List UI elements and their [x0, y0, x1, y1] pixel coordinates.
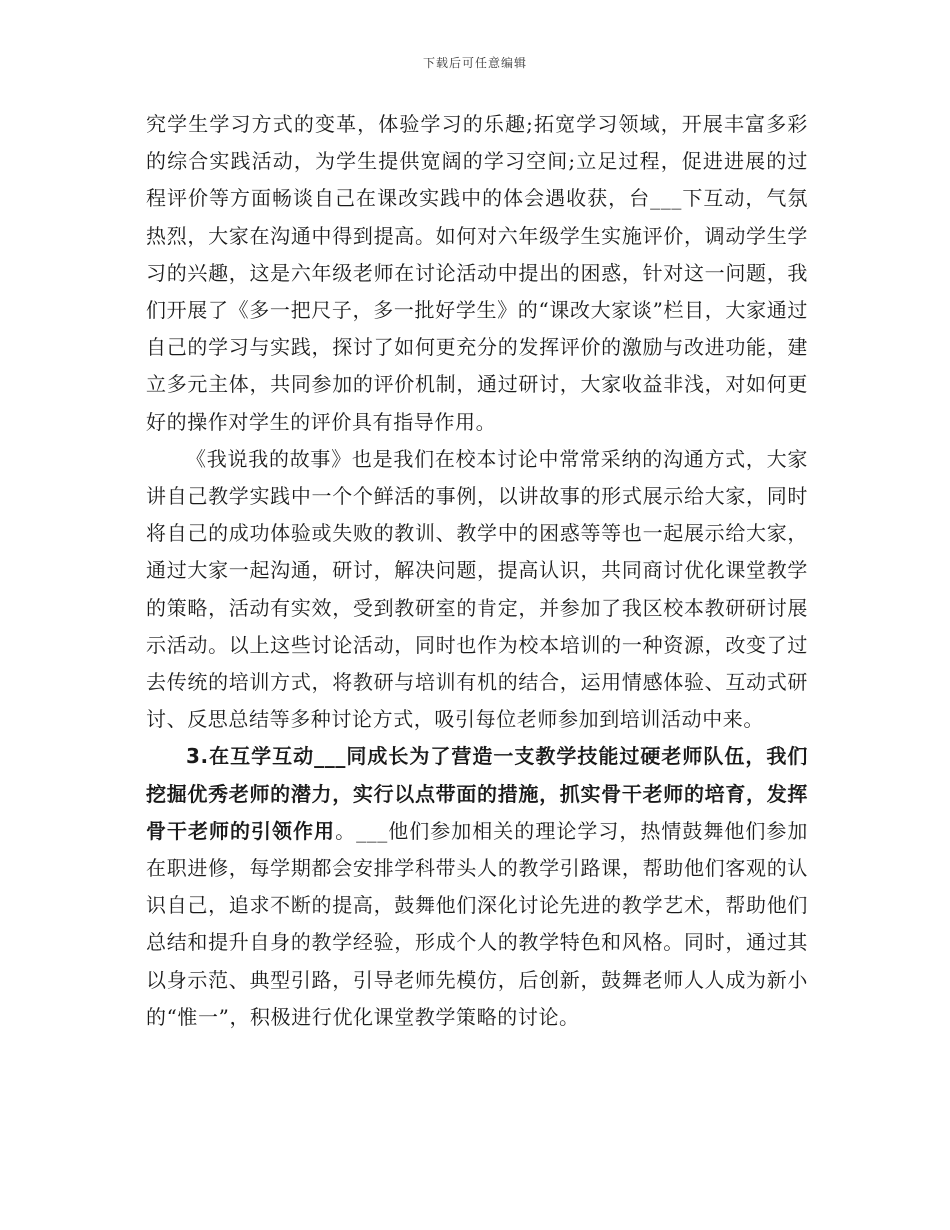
paragraph-2: 《我说我的故事》也是我们在校本讨论中常常采纳的沟通方式，大家讲自己教学实践中一个个鲜活的事例，以讲故事的形式展示给大家，同时将自己的成功体验或失败的教训、教学中的困惑等等也一起展示给大家，通过大家一起沟通，研讨，解决问题，提高认识，共同商讨优化课堂教学的策略，活动有实效，受到教研室的肯定，并参加了我区校本教研研讨展示活动。以上这些讨论活动，同时也作为校本培训的一种资源，改变了过去传统的培训方式，将教研与培训有机的结合，运用情感体验、互动式研讨、反思总结等多种讨论方式，吸引每位老师参加到培训活动中来。: [146, 446, 808, 732]
document-body: [146, 106, 808, 1036]
paragraph-3-body: 。___他们参加相关的理论学习，热情鼓舞他们参加在职进修，每学期都会安排学科带头人的教学引路课，帮助他们客观的认识自己，追求不断的提高，鼓舞他们深化讨论先进的教学艺术，帮助他们总结和提升自身的教学经验，形成个人的教学特色和风格。同时，通过其以身示范、典型引路，引导老师先模仿，后创新，鼓舞老师人人成为新小的“惟一”，积极进行优化课堂教学策略的讨论。: [146, 818, 808, 1029]
paragraph-3: [146, 738, 808, 1036]
section-heading-3: 3.在互学互动___同成长为了营造一支教学技能过硬老师队伍，我们挖掘优秀老师的潜力，实行以点带面的措施，抓实骨干老师的培育，发挥骨干老师的引领作用: [146, 744, 808, 843]
paragraph-1: 究学生学习方式的变革，体验学习的乐趣;拓宽学习领域，开展丰富多彩的综合实践活动，为学生提供宽阔的学习空间;立足过程，促进进展的过程评价等方面畅谈自己在课改实践中的体会遇收获，台___下互动，气氛热烈，大家在沟通中得到提高。如何对六年级学生实施评价，调动学生学习的兴趣，这是六年级老师在讨论活动中提出的困惑，针对这一问题，我们开展了《多一把尺子，多一批好学生》的“课改大家谈”栏目，大家通过自己的学习与实践，探讨了如何更充分的发挥评价的激励与改进功能，建立多元主体，共同参加的评价机制，通过研讨，大家收益非浅，对如何更好的操作对学生的评价具有指导作用。: [146, 112, 808, 434]
page-header: 下载后可任意编辑: [422, 56, 527, 70]
